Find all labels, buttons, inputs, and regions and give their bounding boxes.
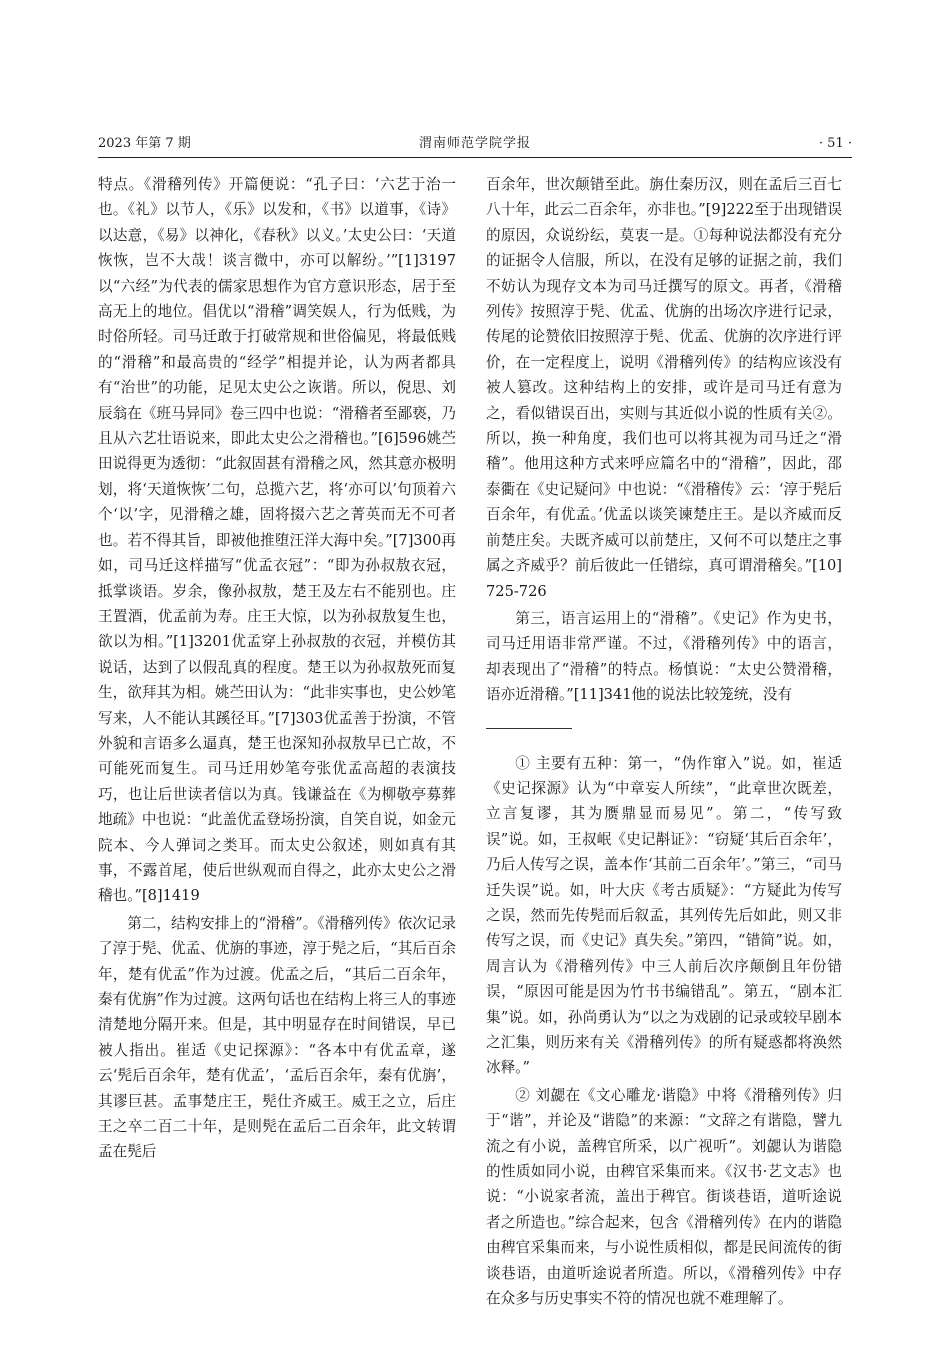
journal-title: 渭南师范学院学报 [418,136,531,151]
left-column [98,172,456,1165]
issue-label: 2023 年第 7 期 [98,136,191,151]
body-paragraph: 第二，结构安排上的“滑稽”。《滑稽列传》依次记录了淳于髡、优孟、优旃的事迹，淳于髡之后，“其后百余年，楚有优孟”作为过渡。优孟之后，“其后二百余年，秦有优旃”作为过渡。这两句话也在结构上将三人的事迹清楚地分隔开来。但是，其中明显存在时间错误，早已被人指出。崔适《史记探源》：“各本中有优孟章，遂云‘髡后百余年，楚有优孟’，‘孟后百余年，秦有优旃’，其谬巨甚。孟事楚庄王，髡仕齐威王。威王之立，后庄王之卒二百二十年，是则髡在孟后二百余年，此文转谓孟在髡后 [98,914,456,1161]
running-header [98,133,852,155]
footnote: ② 刘勰在《文心雕龙·谐隐》中将《滑稽列传》归于“谐”，并论及“谐隐”的来源：“文辞之有谐隐，譬九流之有小说，盖稗官所采，以广视听”。刘勰认为谐隐的性质如同小说，由稗官采集而来。《汉书·艺文志》也说：“小说家者流，盖出于稗官。街谈巷语，道听途说者之所造也。”综合起来，包含《滑稽列传》在内的谐隐由稗官采集而来，与小说性质相似，都是民间流传的街谈巷语，由道听途说者所造。所以，《滑稽列传》中存在众多与历史事实不符的情况也就不难理解了。 [486,1086,842,1308]
page-number: · 51 · [818,136,852,151]
body-paragraph: 特点。《滑稽列传》开篇便说：“孔子曰：‘六艺于治一也。《礼》以节人，《乐》以发和，《书》以道事，《诗》以达意，《易》以神化，《春秋》以义。’太史公曰：‘天道恢恢，岂不大哉！谈言微中，亦可以解纷。’”[1]3197以“六经”为代表的儒家思想作为官方意识形态，居于至高无上的地位。倡优以“滑稽”调笑娱人，行为低贱，为时俗所轻。司马迁敢于打破常规和世俗偏见，将最低贱的“滑稽”和最高贵的“经学”相提并论，认为两者都具有“治世”的功能，足见太史公之诙谐。所以，倪思、刘辰翁在《班马异同》卷三四中也说：“滑稽者至鄙亵，乃且从六艺壮语说来，即此太史公之滑稽也。”[6]596姚苎田说得更为透彻：“此叙固甚有滑稽之风，然其意亦极明划，将‘天道恢恢’二句，总揽六艺，将‘亦可以’句顶着六个‘以’字，见滑稽之雄，固将掇六艺之菁英而无不可者也。若不得其旨，即被他推堕汪洋大海中矣。”[7]300再如，司马迁这样描写“优孟衣冠”：“即为孙叔敖衣冠，抵掌谈语。岁余，像孙叔敖，楚王及左右不能别也。庄王置酒，优孟前为寿。庄王大惊，以为孙叔敖复生也，欲以为相。”[1]3201优孟穿上孙叔敖的衣冠，并模仿其说话，达到了以假乱真的程度。楚王以为孙叔敖死而复生，欲拜其为相。姚苎田认为：“此非实事也，史公妙笔写来，人不能认其蹊径耳。”[7]303优孟善于扮演，不管外貌和言语多么逼真，楚王也深知孙叔敖早已亡故，不可能死而复生。司马迁用妙笔夸张优孟高超的表演技巧，也让后世读者信以为真。钱谦益在《为柳敬亭募葬地疏》中也说：“此盖优孟登场扮演，自笑自说，如金元院本、今人弹词之类耳。而太史公叙述，则如真有其事，不露首尾，使后世纵观而自得之，此亦太史公之滑稽也。”[8]1419 [98,176,456,905]
right-column [486,172,842,1311]
footnote: ① 主要有五种：第一，“伪作窜入”说。如，崔适《史记探源》认为“中章妄人所续”，“此章世次既差，立言复谬，其为赝鼎显而易见”。第二，“传写致误”说。如，王叔岷《史记斠证》：“窃疑‘其后百余年’，乃后人传写之误，盖本作‘其前二百余年’。”第三，“司马迁失误”说。如，叶大庆《考古质疑》：“方疑此为传写之误，然而先传髡而后叙孟，其列传先后如此，则又非传写之误，而《史记》真失矣。”第四，“错简”说。如，周言认为《滑稽列传》中三人前后次序颠倒且年份错误，“原因可能是因为竹书书编错乱”。第五，“剧本汇集”说。如，孙尚勇认为“以之为戏剧的记录或较早剧本之汇集，则历来有关《滑稽列传》的所有疑惑都将涣然冰释。” [486,754,842,1077]
header-rule [98,157,852,158]
body-paragraph: 百余年，世次颠错至此。旃仕秦历汉，则在孟后三百七八十年，此云二百余年，亦非也。”[9]222至于出现错误的原因，众说纷纭，莫衷一是。①每种说法都没有充分的证据令人信服，所以，在没有足够的证据之前，我们不妨认为现存文本为司马迁撰写的原文。再者，《滑稽列传》按照淳于髡、优孟、优旃的出场次序进行记录，传尾的论赞依旧按照淳于髡、优孟、优旃的次序进行评价，在一定程度上，说明《滑稽列传》的结构应该没有被人篡改。这种结构上的安排，或许是司马迁有意为之，看似错误百出，实则与其近似小说的性质有关②。所以，换一种角度，我们也可以将其视为司马迁之“滑稽”。他用这种方式来呼应篇名中的“滑稽”，因此，邵泰衢在《史记疑问》中也说：“《滑稽传》云：‘淳于髡后百余年，有优孟。’优孟以谈笑谏楚庄王。是以齐威而反前楚庄矣。夫既齐威可以前楚庄，又何不可以楚庄之事属之齐威乎？前后彼此一任错综，真可谓滑稽矣。”[10]725-726 [486,176,842,600]
footnote-rule [486,728,572,729]
body-paragraph: 第三，语言运用上的“滑稽”。《史记》作为史书，司马迁用语非常严谨。不过，《滑稽列传》中的语言，却表现出了“滑稽”的特点。杨慎说：“太史公赞滑稽，语亦近滑稽。”[11]341他的说法比较笼统，没有 [486,609,842,704]
